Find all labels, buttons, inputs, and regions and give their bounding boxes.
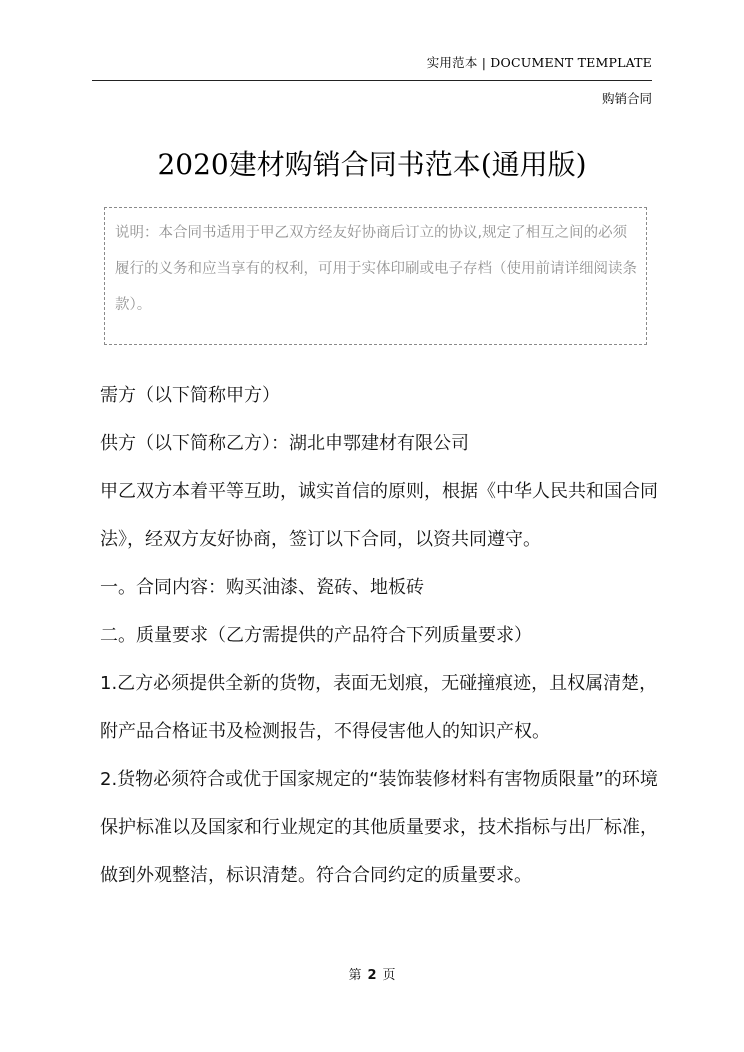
- paragraph-section-2: 二。质量要求（乙方需提供的产品符合下列质量要求）: [100, 625, 532, 646]
- page-footer: [0, 964, 744, 983]
- header-category: 购销合同: [601, 91, 652, 106]
- header-divider: [92, 80, 652, 81]
- note-text: 说明：本合同书适用于甲乙双方经友好协商后订立的协议,规定了相互之间的必须履行的义务和应当享有的权利，可用于实体印刷或电子存档（使用前请详细阅读条款）。: [115, 225, 637, 313]
- contract-body: [100, 372, 660, 900]
- paragraph-buyer: 需方（以下简称甲方）: [100, 385, 280, 406]
- footer-prefix: 第: [348, 968, 362, 983]
- header-template-label: 实用范本 | DOCUMENT TEMPLATE: [426, 55, 652, 70]
- paragraph-supplier: 供方（以下简称乙方）：湖北申鄂建材有限公司: [100, 433, 469, 454]
- paragraph-item-2: 2.货物必须符合或优于国家规定的“装饰装修材料有害物质限量”的环境保护标准以及国家和行业规定的其他质量要求，技术指标与出厂标准，做到外观整洁，标识清楚。符合合同约定的质量要求。: [100, 769, 658, 886]
- page-number: 2: [367, 968, 377, 983]
- footer-suffix: 页: [382, 968, 396, 983]
- paragraph-preamble: 甲乙双方本着平等互助，诚实首信的原则，根据《中华人民共和国合同法》，经双方友好协商，签订以下合同，以资共同遵守。: [100, 481, 658, 550]
- note-box: [104, 207, 647, 345]
- paragraph-section-1: 一。合同内容：购买油漆、瓷砖、地板砖: [100, 577, 424, 598]
- document-title: 2020建材购销合同书范本(通用版): [157, 148, 587, 181]
- paragraph-item-1: 1.乙方必须提供全新的货物，表面无划痕，无碰撞痕迹，且权属清楚，附产品合格证书及检测报告，不得侵害他人的知识产权。: [100, 673, 658, 742]
